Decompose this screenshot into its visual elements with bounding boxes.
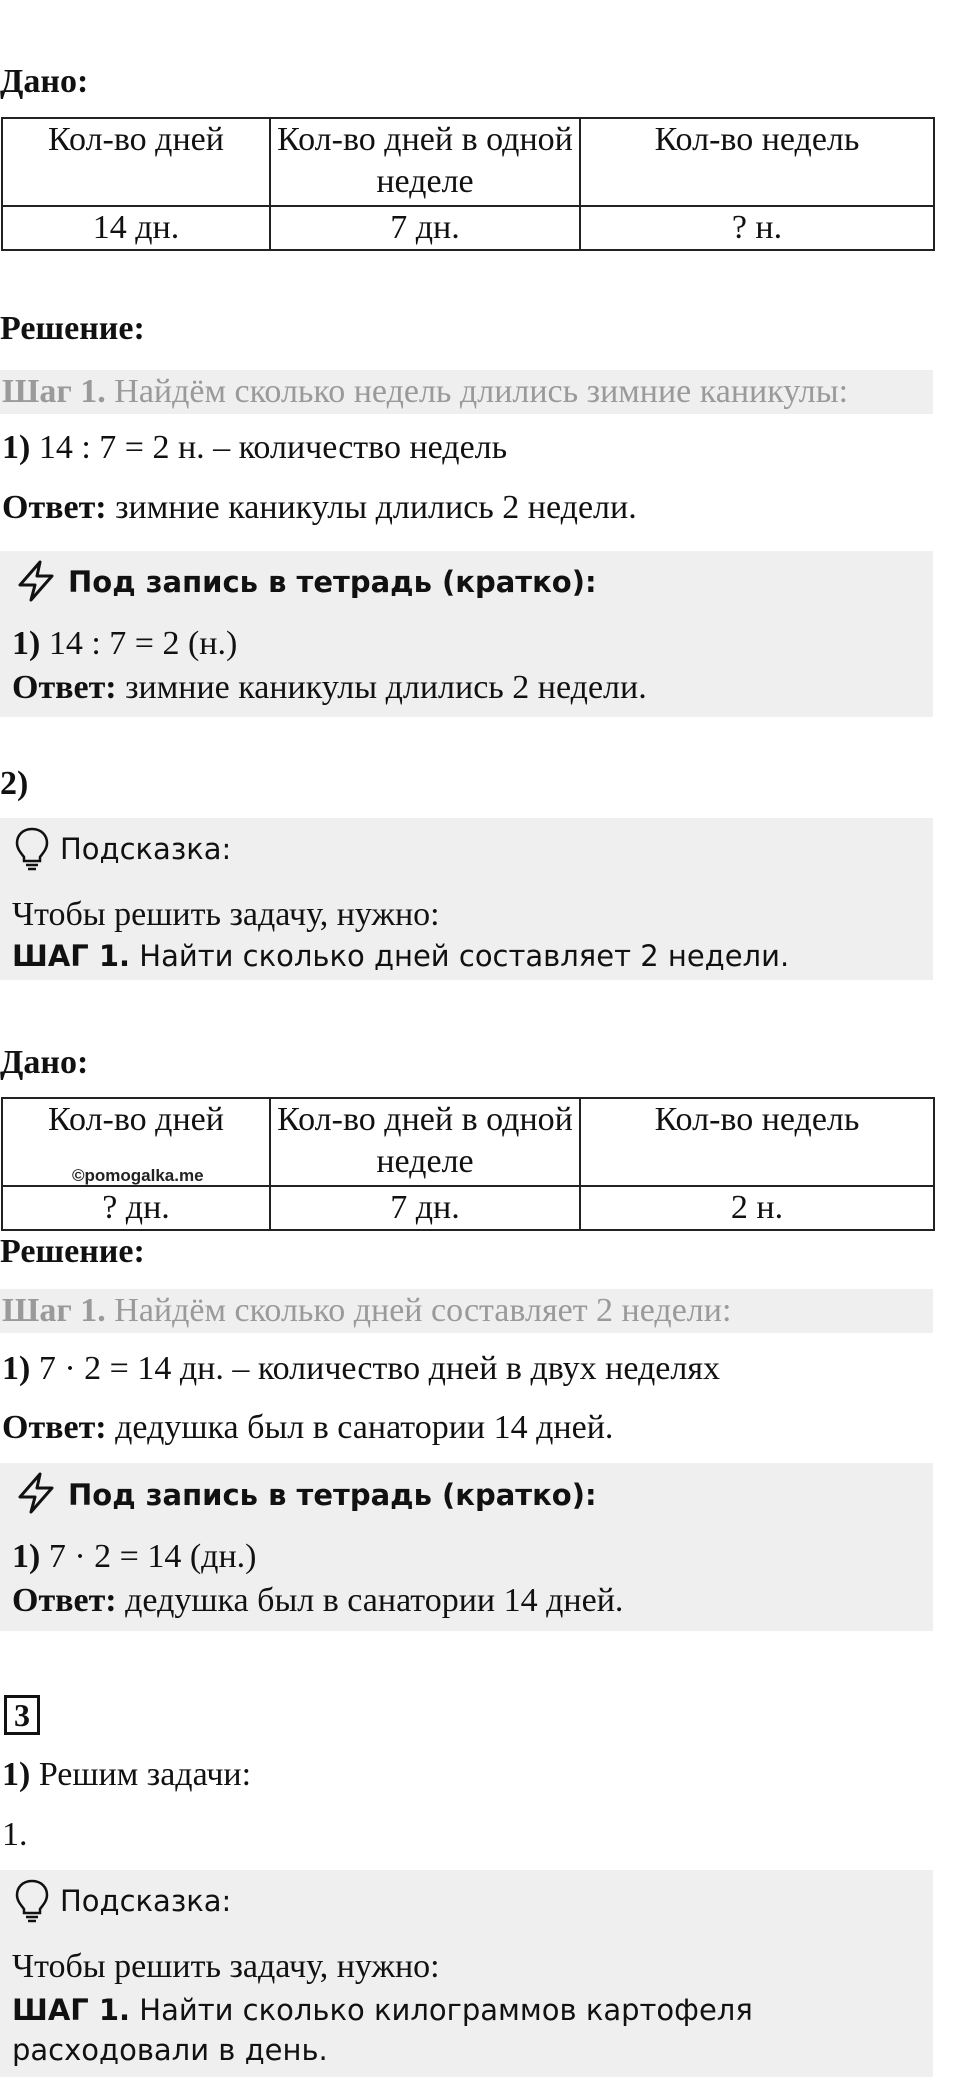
table-cell: 14 дн. (2, 206, 270, 250)
table-header: Кол-во дней (2, 118, 270, 206)
part-label: 2) (0, 765, 29, 802)
calc-line (2, 1349, 720, 1389)
notebook-answer (12, 668, 647, 708)
calc-text: 14 : 7 = 2 (н.) (48, 625, 238, 662)
solution-label: Решение: (0, 1233, 145, 1270)
answer-label: Ответ: (2, 489, 107, 526)
step-label: Шаг 1. (2, 1292, 106, 1329)
step-text: Найдём сколько недель длились зимние каникулы: (114, 373, 849, 410)
calc-number: 1) (2, 1350, 31, 1387)
lightbulb-icon (12, 826, 52, 872)
answer-text: зимние каникулы длились 2 недели. (125, 669, 647, 706)
answer-label: Ответ: (12, 669, 117, 706)
calc-number: 1) (12, 625, 41, 662)
table-cell: 7 дн. (270, 1186, 580, 1230)
given-label: Дано: (0, 63, 89, 100)
hint-step (12, 1990, 927, 2070)
hint-step-text: Найти сколько килограммов картофеля расходовали в день. (12, 1993, 753, 2067)
table-header: Кол-во дней в одной неделе (270, 118, 580, 206)
hint-step-label: ШАГ 1. (12, 939, 131, 973)
calc-line (2, 428, 507, 468)
intro-number: 1) (2, 1756, 31, 1793)
given-label: Дано: (0, 1044, 89, 1081)
step-line (2, 372, 848, 412)
hint-box (0, 1870, 933, 2077)
answer-text: дедушка был в санатории 14 дней. (115, 1409, 614, 1446)
calc-number: 1) (12, 1538, 41, 1575)
list-item-number: 1. (2, 1816, 28, 1853)
hint-line: Чтобы решить задачу, нужно: (12, 1948, 440, 1985)
notebook-box (0, 551, 933, 717)
step-label: Шаг 1. (2, 373, 106, 410)
table-header: Кол-во дней в одной неделе (270, 1098, 580, 1186)
hint-step (12, 938, 789, 974)
notebook-box (0, 1463, 933, 1631)
calc-text: 7 · 2 = 14 (дн.) (48, 1538, 257, 1575)
table-header: Кол-во недель (580, 1098, 934, 1186)
watermark: ©pomogalka.me (72, 1166, 204, 1185)
given-table (1, 1097, 935, 1231)
notebook-title: Под запись в тетрадь (кратко): (68, 1478, 597, 1512)
lightbulb-icon (12, 1878, 52, 1924)
given-table (1, 117, 935, 251)
answer-label: Ответ: (2, 1409, 107, 1446)
hint-title: Подсказка: (60, 832, 232, 866)
task-number: 3 (4, 1695, 40, 1735)
lightning-icon (14, 1471, 58, 1515)
answer-line (2, 1408, 613, 1448)
table-header: Кол-во недель (580, 118, 934, 206)
solution-label: Решение: (0, 310, 145, 347)
intro-text: Решим задачи: (38, 1756, 252, 1793)
table-cell: 2 н. (580, 1186, 934, 1230)
answer-label: Ответ: (12, 1582, 117, 1619)
lightning-icon (14, 559, 58, 603)
hint-title: Подсказка: (60, 1884, 232, 1918)
notebook-answer (12, 1581, 623, 1621)
table-cell: ? дн. (2, 1186, 270, 1230)
table-header: Кол-во дней (2, 1098, 270, 1186)
calc-number: 1) (2, 429, 31, 466)
hint-line: Чтобы решить задачу, нужно: (12, 896, 440, 933)
calc-text: 7 · 2 = 14 дн. – количество дней в двух неделях (38, 1350, 720, 1387)
table-cell: ? н. (580, 206, 934, 250)
step-line (2, 1291, 731, 1331)
step-text: Найдём сколько дней составляет 2 недели: (114, 1292, 732, 1329)
hint-box (0, 818, 933, 980)
answer-text: зимние каникулы длились 2 недели. (115, 489, 637, 526)
notebook-calc (12, 624, 237, 664)
table-cell: 7 дн. (270, 206, 580, 250)
notebook-title: Под запись в тетрадь (кратко): (68, 565, 597, 599)
hint-step-text: Найти сколько дней составляет 2 недели. (139, 939, 790, 973)
task-intro (2, 1755, 251, 1795)
notebook-calc (12, 1537, 256, 1577)
answer-text: дедушка был в санатории 14 дней. (125, 1582, 624, 1619)
answer-line (2, 488, 637, 528)
calc-text: 14 : 7 = 2 н. – количество недель (38, 429, 508, 466)
hint-step-label: ШАГ 1. (12, 1993, 131, 2027)
